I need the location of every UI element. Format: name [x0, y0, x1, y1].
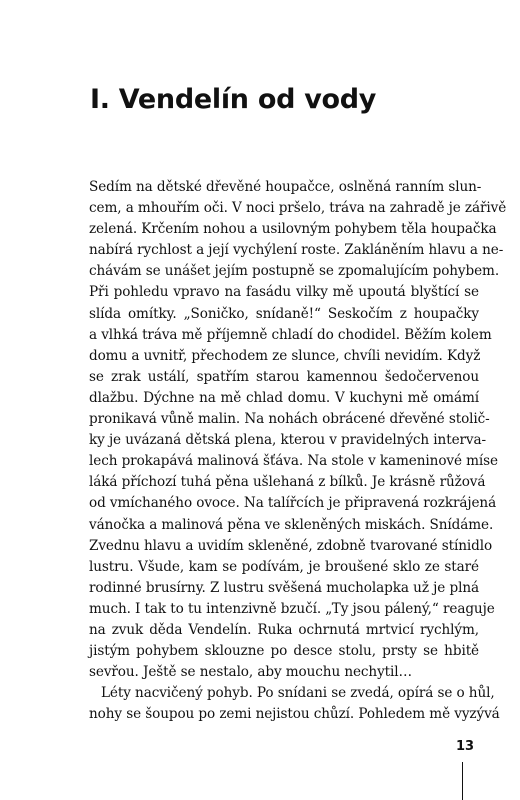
text-line: much. I tak to tu intenzivně bzučí. „Ty jsou pálený,“ reaguje	[89, 600, 495, 617]
text-line: domu a uvnitř, přechodem ze slunce, chvíli nevidím. Když	[89, 347, 481, 364]
text-line: a vlhká tráva mě příjemně chladí do chodidel. Běžím kolem	[89, 326, 492, 343]
text-line: slída omítky. „Soničko, snídaně!“ Seskočím z houpačky	[89, 305, 479, 322]
text-line: dlažbu. Dýchne na mě chlad domu. V kuchyni mě omámí	[89, 389, 479, 406]
text-line: sevřou. Ještě se nestalo, aby mouchu nechytil…	[89, 664, 413, 681]
text-line: pronikavá vůně malin. Na nohách obrácené dřevěné stolič-	[89, 411, 490, 428]
text-line: na zvuk děda Vendelín. Ruka ochrnutá mrtvicí rychlým,	[89, 621, 479, 638]
text-line: lustru. Všude, kam se podívám, je broušené sklo ze staré	[89, 558, 479, 575]
text-line: Sedím na dětské dřevěné houpačce, oslněná ranním slun-	[89, 179, 482, 195]
text-line: Zvednu hlavu a uvidím skleněné, zdobně tvarované stínidlo	[89, 537, 493, 554]
text-line: rodinné brusírny. Z lustru svěšená mucholapka už je plná	[89, 579, 479, 596]
text-line: lech prokapává malinová šťáva. Na stole v kameninové míse	[89, 453, 499, 470]
text-line: ky je uvázaná dětská plena, kterou v pravidelných interva-	[89, 432, 486, 449]
text-line: zelená. Krčením nohou a usilovným pohybem těla houpačka	[89, 221, 497, 238]
text-line: od vmíchaného ovoce. Na talířcích je připravená rozkrájená	[89, 495, 497, 512]
chapter-title: I. Vendelín od vody	[90, 84, 377, 115]
text-line: nohy se šoupou po zemi nejistou chůzí. Pohledem mě vyzývá	[89, 706, 500, 723]
text-line: chávám se unášet jejím postupně se zpomalujícím pohybem.	[89, 263, 500, 280]
text-line: jistým pohybem sklouzne po desce stolu, prsty se hbitě	[89, 643, 479, 660]
text-line: vánočka a malinová pěna ve skleněných miskách. Snídáme.	[89, 516, 494, 533]
vertical-rule	[462, 762, 463, 800]
body-text	[89, 177, 507, 725]
text-line: Při pohledu vpravo na fasádu vilky mě upoutá blyštící se	[89, 284, 479, 301]
text-line: nabírá rychlost a její vychýlení roste. Zakláněním hlavu a ne-	[89, 242, 504, 259]
text-line: Léty nacvičený pohyb. Po snídani se zvedá, opírá se o hůl,	[101, 685, 495, 702]
page-number: 13	[456, 739, 475, 754]
text-line: se zrak ustálí, spatřím starou kamennou šedočervenou	[89, 368, 479, 385]
text-line: cem, a mhouřím oči. V noci pršelo, tráva na zahradě je zářivě	[89, 200, 507, 217]
text-line: láká příchozí tuhá pěna ušlehaná z bílků. Je krásně růžová	[89, 474, 486, 491]
